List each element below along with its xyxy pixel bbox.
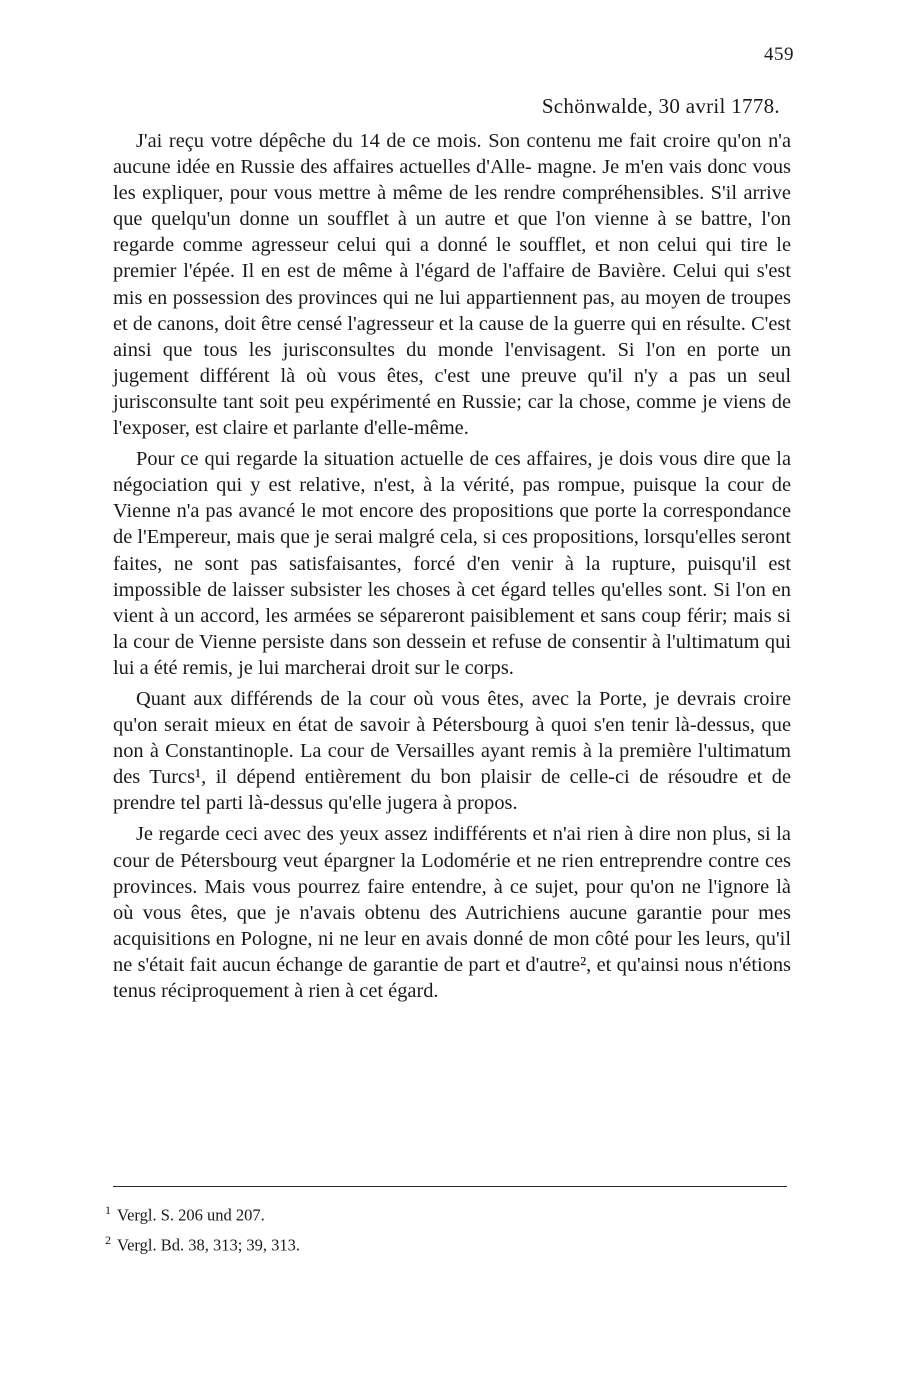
paragraph-3: Quant aux différends de la cour où vous êtes, avec la Porte, je devrais croire qu'on serait mieux en état de savoir à Pétersbourg à quoi s'en tenir là-dessus, que non à Constantinople. La cour de Versailles ayant remis à la première l'ultimatum des Turcs¹, il dépend entièrement du bon plaisir de celle-ci de résoudre et de prendre tel parti là-dessus qu'elle jugera à propos. (113, 687, 791, 815)
paragraph-2: Pour ce qui regarde la situation actuelle de ces affaires, je dois vous dire que la négociation qui y est relative, n'est, à la vérité, pas rompue, puisque la cour de Vienne n'a pas avancé le mot encore des propositions que porte la correspondance de l'Empereur, mais que je serai malgré cela, si ces propositions, lorsqu'elles seront faites, ne sont pas satisfaisantes, forcé d'en venir à la rupture, puisqu'il est impossible de laisser subsister les choses à cet égard telles qu'elles sont. Si l'on en vient à un accord, les armées se sépareront paisiblement et sans coup férir; mais si la cour de Vienne persiste dans son dessein et refuse de consentir à l'ultimatum qui lui a été remis, je lui marcherai droit sur le corps. (113, 448, 791, 679)
footnote-1 (105, 1198, 300, 1228)
footnote-marker: 1 (105, 1203, 111, 1217)
letter-body (113, 128, 791, 1009)
footnote-text: Vergl. S. 206 und 207. (117, 1205, 265, 1225)
paragraph-4: Je regarde ceci avec des yeux assez indifférents et n'ai rien à dire non plus, si la cour de Pétersbourg veut épargner la Lodomérie et ne rien entreprendre contre ces provinces. Mais vous pourrez faire entendre, à ce sujet, pour qu'on ne l'ignore là où vous êtes, que je n'avais obtenu des Autrichiens aucune garantie pour mes acquisitions en Pologne, ni ne leur en avais donné de mon côté pour les leurs, qu'il ne s'était fait aucun échange de garantie de part et d'autre², et qu'ainsi nous n'étions tenus réciproquement à rien à cet égard. (113, 823, 791, 1002)
page-number: 459 (764, 44, 794, 65)
footnotes (105, 1198, 300, 1257)
letter-dateline: Schönwalde, 30 avril 1778. (541, 94, 780, 118)
footnote-marker: 2 (105, 1232, 111, 1247)
paragraph-1: J'ai reçu votre dépêche du 14 de ce mois. Son contenu me fait croire qu'on n'a aucune idée en Russie des affaires actuelles d'Alle- magne. Je m'en vais donc vous les expliquer, pour vous mettre à même de les rendre compréhensibles. S'il arrive que quelqu'un donne un soufflet à un autre et que l'on vienne à se battre, l'on regarde comme agresseur celui qui a donné le soufflet, et non celui qui tire le premier l'épée. Il en est de même à l'égard de l'affaire de Bavière. Celui qui s'est mis en possession des provinces qui ne lui appartiennent pas, au moyen de troupes et de canons, doit être censé l'agresseur et la cause de la guerre qui en résulte. C'est ainsi que tous les jurisconsultes du monde l'envisagent. Si l'on en porte un jugement différent là où vous êtes, c'est une preuve qu'il n'y a pas un seul jurisconsulte tant soit peu expérimenté en Russie; car la chose, comme je viens de l'exposer, est claire et parlante d'elle-même. (113, 130, 791, 440)
footnote-text: Vergl. Bd. 38, 313; 39, 313. (117, 1235, 301, 1254)
footnote-divider (113, 1186, 787, 1187)
footnote-2 (105, 1228, 300, 1258)
